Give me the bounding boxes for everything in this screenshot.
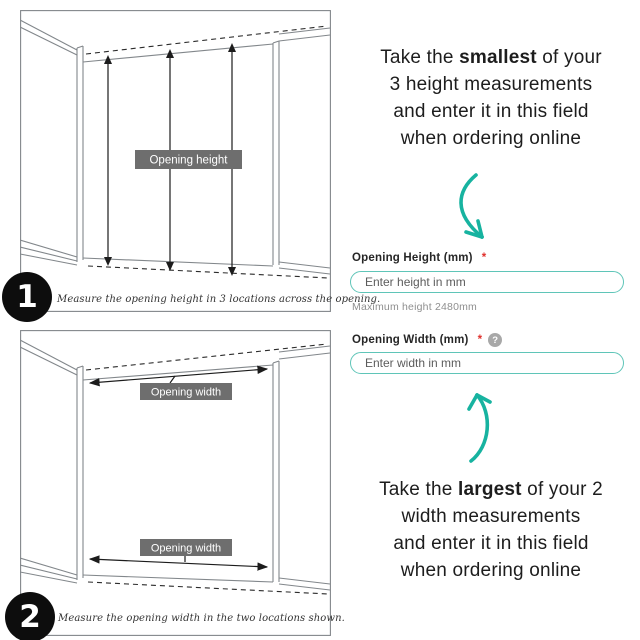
- opening-height-label-text: Opening Height (mm): [352, 252, 473, 264]
- step1-caption: Measure the opening height in 3 locations across the opening.: [57, 294, 381, 305]
- opening-width-tag-top: [140, 383, 232, 400]
- opening-width-tag-bottom-label: Opening width: [150, 542, 222, 555]
- step1-badge: 1: [2, 272, 52, 322]
- instruction-line: when ordering online: [400, 128, 582, 149]
- diagram-opening-height: [20, 10, 331, 317]
- max-height-helper: Maximum height 2480mm: [352, 301, 477, 313]
- opening-width-tag-bottom: [140, 539, 232, 556]
- curved-arrow-down-icon: [445, 170, 515, 248]
- instruction-line: width measurements: [401, 506, 581, 527]
- opening-height-label: [352, 252, 486, 264]
- opening-height-tag: [135, 150, 242, 169]
- reference-dashed-lines: [86, 344, 328, 594]
- required-asterisk: *: [477, 334, 483, 346]
- help-question-icon[interactable]: ?: [488, 333, 502, 347]
- instruction-line: 3 height measurements: [389, 74, 593, 95]
- instruction-line: Take the largest of your 2: [379, 479, 603, 500]
- opening-width-input[interactable]: [350, 352, 624, 374]
- opening-height-tag-label: Opening height: [149, 154, 228, 167]
- opening-width-label: [352, 333, 502, 347]
- opening-height-input[interactable]: [350, 271, 624, 293]
- instruction-line: and enter it in this field: [393, 101, 589, 122]
- height-instruction-text: [345, 44, 637, 152]
- step2-badge: 2: [5, 592, 55, 640]
- step2-caption: Measure the opening width in the two locations shown.: [58, 613, 345, 624]
- instruction-line: when ordering online: [400, 560, 582, 581]
- instruction-line: Take the smallest of your: [380, 47, 602, 68]
- room-height-illustration: [20, 10, 331, 312]
- width-instruction-text: [345, 476, 637, 584]
- room-width-illustration: [20, 330, 331, 636]
- required-asterisk: *: [481, 252, 487, 264]
- opening-width-label-text: Opening Width (mm): [352, 334, 469, 346]
- diagram-opening-width: [20, 330, 331, 640]
- curved-arrow-up-icon: [460, 388, 516, 468]
- opening-width-tag-top-label: Opening width: [150, 386, 222, 399]
- instruction-line: and enter it in this field: [393, 533, 589, 554]
